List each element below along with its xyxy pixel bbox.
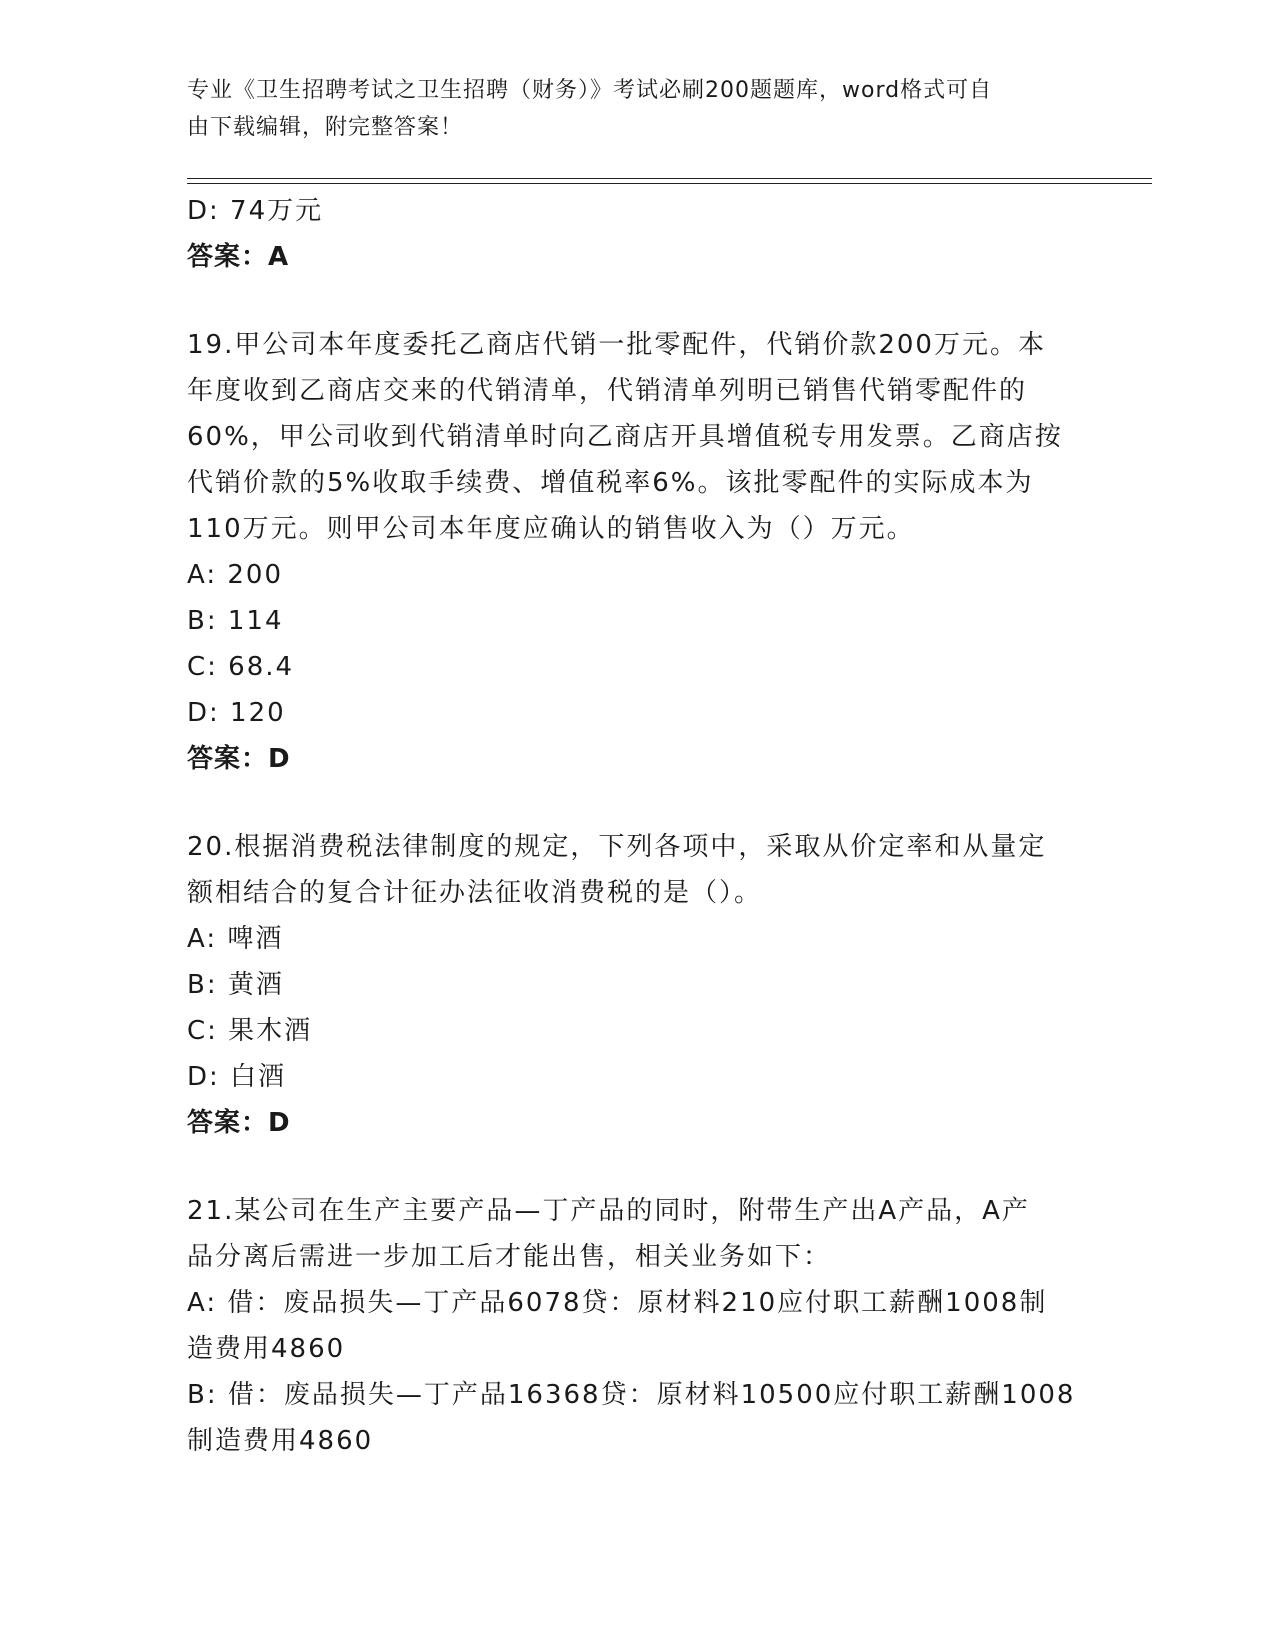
question-19-line: 110万元。则甲公司本年度应确认的销售收入为（）万元。 bbox=[187, 514, 915, 544]
question-21-option-line: B: 借：废品损失—丁产品16368贷：原材料10500应付职工薪酬1008 bbox=[187, 1380, 1076, 1410]
header-line-1: 专业《卫生招聘考试之卫生招聘（财务）》考试必刷200题题库，word格式可自 bbox=[187, 78, 993, 103]
header-divider-top bbox=[187, 178, 1152, 179]
prev-option-d: D: 74万元 bbox=[187, 196, 324, 226]
question-21-line: 21.某公司在生产主要产品—丁产品的同时，附带生产出A产品，A产 bbox=[187, 1196, 1030, 1226]
question-19-option-d: D: 120 bbox=[187, 698, 286, 728]
question-20-option-b: B: 黄酒 bbox=[187, 970, 284, 1000]
question-21-option-line: 制造费用4860 bbox=[187, 1426, 374, 1456]
header-divider-bottom bbox=[187, 183, 1152, 184]
question-21-line: 品分离后需进一步加工后才能出售，相关业务如下： bbox=[187, 1242, 832, 1272]
question-20-option-c: C: 果木酒 bbox=[187, 1016, 313, 1046]
question-19-line: 代销价款的5%收取手续费、增值税率6%。该批零配件的实际成本为 bbox=[187, 468, 1034, 498]
question-19-option-b: B: 114 bbox=[187, 606, 284, 636]
question-19 bbox=[187, 322, 1087, 782]
question-19-line: 60%，甲公司收到代销清单时向乙商店开具增值税专用发票。乙商店按 bbox=[187, 422, 1063, 452]
prev-answer: 答案：A bbox=[187, 242, 290, 272]
question-19-line: 年度收到乙商店交来的代销清单，代销清单列明已销售代销零配件的 bbox=[187, 376, 1028, 406]
spacer bbox=[187, 280, 1087, 322]
document-body bbox=[187, 188, 1087, 1464]
spacer bbox=[187, 782, 1087, 824]
question-21-option-line: A: 借：废品损失—丁产品6078贷：原材料210应付职工薪酬1008制 bbox=[187, 1288, 1048, 1318]
question-20-option-a: A: 啤酒 bbox=[187, 924, 284, 954]
spacer bbox=[187, 1146, 1087, 1188]
question-20 bbox=[187, 824, 1087, 1146]
question-21-option-line: 造费用4860 bbox=[187, 1334, 346, 1364]
question-19-option-c: C: 68.4 bbox=[187, 652, 295, 682]
question-20-line: 20.根据消费税法律制度的规定，下列各项中，采取从价定率和从量定 bbox=[187, 832, 1047, 862]
header-line-2: 由下载编辑，附完整答案！ bbox=[187, 115, 464, 140]
question-20-answer: 答案：D bbox=[187, 1108, 291, 1138]
question-19-line: 19.甲公司本年度委托乙商店代销一批零配件，代销价款200万元。本 bbox=[187, 330, 1046, 360]
question-21 bbox=[187, 1188, 1087, 1464]
question-19-option-a: A: 200 bbox=[187, 560, 283, 590]
question-19-answer: 答案：D bbox=[187, 744, 291, 774]
document-header bbox=[187, 72, 1087, 146]
question-20-line: 额相结合的复合计征办法征收消费税的是（）。 bbox=[187, 878, 763, 908]
question-20-option-d: D: 白酒 bbox=[187, 1062, 287, 1092]
